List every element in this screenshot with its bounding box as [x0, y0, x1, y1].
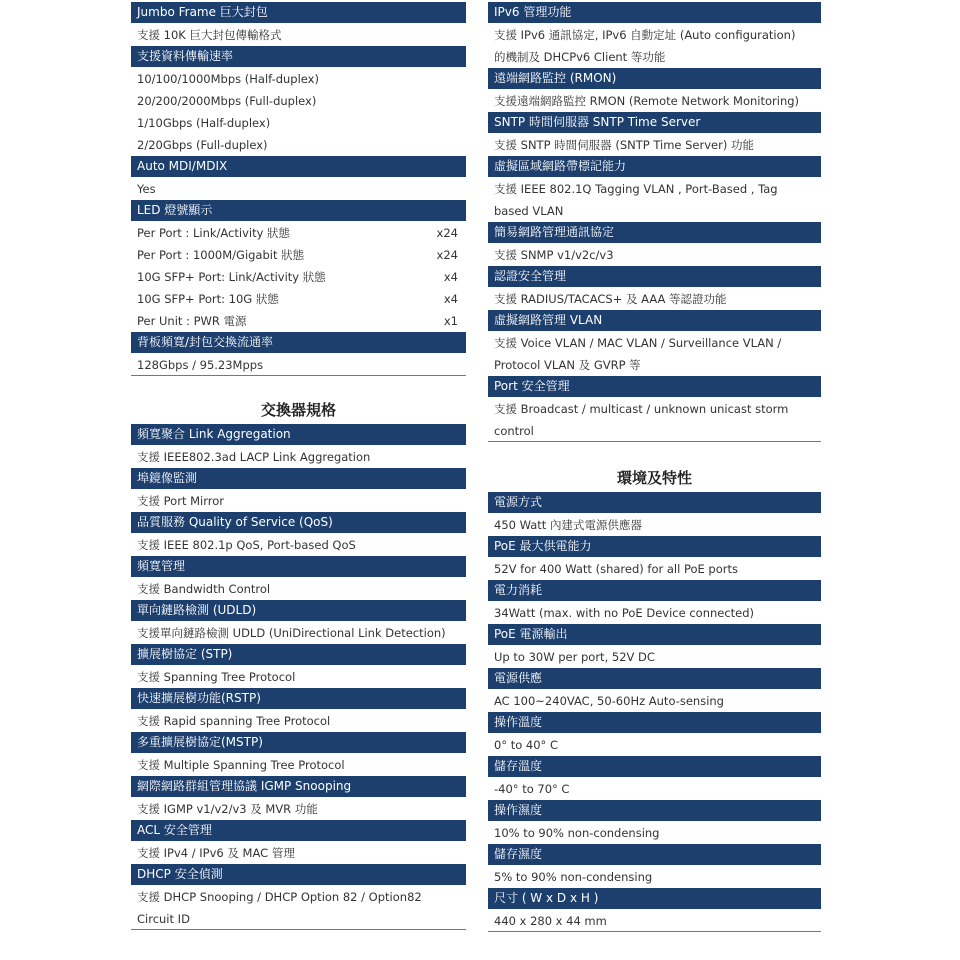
spec-line	[488, 514, 821, 536]
spec-text: 支援 IEEE 802.1p QoS, Port-based QoS	[137, 538, 356, 552]
spec-line	[131, 112, 466, 134]
spec-line	[131, 842, 466, 864]
spec-text: Circuit ID	[137, 912, 190, 926]
spec-text: 支援 Voice VLAN / MAC VLAN / Surveillance VLAN /	[494, 336, 782, 350]
spec-header: SNTP 時間伺服器 SNTP Time Server	[488, 112, 821, 133]
spec-text: 支援遠端網路監控 RMON (Remote Network Monitoring)	[494, 94, 800, 108]
spec-line	[488, 734, 821, 756]
spec-header: 網際網路群組管理協議 IGMP Snooping	[131, 776, 466, 797]
spec-header: 尺寸 ( W x D x H )	[488, 888, 821, 909]
spec-text: 支援 IPv6 通訊協定, IPv6 自動定址 (Auto configuration)	[494, 28, 796, 42]
spec-header: 虛擬區域網路帶標記能力	[488, 156, 821, 177]
spec-header: 遠端網路監控 (RMON)	[488, 68, 821, 89]
spec-line	[488, 420, 821, 442]
spec-line	[488, 646, 821, 668]
spec-line	[488, 244, 821, 266]
spec-line	[488, 46, 821, 68]
switch-specs	[131, 424, 466, 930]
spec-text: 支援 Spanning Tree Protocol	[137, 670, 296, 684]
spec-text: 支援 Multiple Spanning Tree Protocol	[137, 758, 345, 772]
spec-header: 單向鏈路檢測 (UDLD)	[131, 600, 466, 621]
spec-text: 支援單向鏈路檢測 UDLD (UniDirectional Link Detection)	[137, 626, 446, 640]
spec-line	[488, 558, 821, 580]
spec-text: 5% to 90% non-condensing	[494, 870, 653, 884]
spec-text: 0° to 40° C	[494, 738, 558, 752]
spec-line	[131, 710, 466, 732]
right-column	[488, 2, 821, 932]
right-top-specs	[488, 2, 821, 442]
spec-header: 擴展樹協定 (STP)	[131, 644, 466, 665]
spec-text: 支援 IGMP v1/v2/v3 及 MVR 功能	[137, 802, 318, 816]
spec-text: 52V for 400 Watt (shared) for all PoE ports	[494, 562, 738, 576]
spec-header: 頻寬管理	[131, 556, 466, 577]
spec-text: AC 100~240VAC, 50-60Hz Auto-sensing	[494, 694, 724, 708]
spec-line	[488, 690, 821, 712]
spec-line	[488, 134, 821, 156]
spec-text: 34Watt (max. with no PoE Device connected)	[494, 606, 755, 620]
spec-line	[131, 222, 466, 244]
spec-line	[131, 24, 466, 46]
spec-text: 10% to 90% non-condensing	[494, 826, 660, 840]
spec-header: LED 燈號顯示	[131, 200, 466, 221]
spec-header: 品質服務 Quality of Service (QoS)	[131, 512, 466, 533]
spec-line	[131, 354, 466, 376]
led-count: x24	[436, 248, 458, 262]
spec-line	[131, 288, 466, 310]
spec-header: ACL 安全管理	[131, 820, 466, 841]
spec-header: DHCP 安全偵測	[131, 864, 466, 885]
spec-header: 電源供應	[488, 668, 821, 689]
spec-line	[488, 332, 821, 354]
led-count: x1	[443, 314, 458, 328]
spec-text: 支援 SNMP v1/v2c/v3	[494, 248, 614, 262]
spec-text: 支援 IEEE 802.1Q Tagging VLAN , Port-Based , Tag	[494, 182, 778, 196]
spec-line	[488, 866, 821, 888]
spec-line	[131, 578, 466, 600]
spec-header: Port 安全管理	[488, 376, 821, 397]
spec-header: 埠鏡像監測	[131, 468, 466, 489]
spec-header: IPv6 管理功能	[488, 2, 821, 23]
spec-text: 20/200/2000Mbps (Full-duplex)	[137, 94, 317, 108]
spec-text: 的機制及 DHCPv6 Client 等功能	[494, 50, 666, 64]
spec-text: Protocol VLAN 及 GVRP 等	[494, 358, 641, 372]
spec-line	[131, 446, 466, 468]
spec-text: 2/20Gbps (Full-duplex)	[137, 138, 268, 152]
spec-header: 多重擴展樹協定(MSTP)	[131, 732, 466, 753]
spec-line	[131, 90, 466, 112]
spec-text: 支援 IPv4 / IPv6 及 MAC 管理	[137, 846, 295, 860]
spec-header: 支援資料傳輸速率	[131, 46, 466, 67]
spec-line	[488, 398, 821, 420]
spec-text: -40° to 70° C	[494, 782, 570, 796]
spec-line	[488, 602, 821, 624]
spec-header: Auto MDI/MDIX	[131, 156, 466, 177]
spec-header: 儲存濕度	[488, 844, 821, 865]
led-count: x4	[443, 270, 458, 284]
spec-text: 支援 SNTP 時間伺服器 (SNTP Time Server) 功能	[494, 138, 754, 152]
spec-line	[488, 200, 821, 222]
spec-text: 10G SFP+ Port: 10G 狀態	[137, 292, 279, 306]
spec-line	[488, 288, 821, 310]
spec-text: 支援 DHCP Snooping / DHCP Option 82 / Option82	[137, 890, 422, 904]
spec-line	[488, 910, 821, 932]
environment-specs	[488, 492, 821, 932]
spec-header: 操作濕度	[488, 800, 821, 821]
spec-line	[131, 908, 466, 930]
spec-line	[131, 666, 466, 688]
spec-line	[488, 778, 821, 800]
spec-header: 電力消耗	[488, 580, 821, 601]
spec-text: Per Port : 1000M/Gigabit 狀態	[137, 248, 305, 262]
spec-header: 操作溫度	[488, 712, 821, 733]
spec-text: 10/100/1000Mbps (Half-duplex)	[137, 72, 319, 86]
spec-text: 支援 IEEE802.3ad LACP Link Aggregation	[137, 450, 371, 464]
spec-text: Yes	[137, 182, 156, 196]
spec-text: 10G SFP+ Port: Link/Activity 狀態	[137, 270, 326, 284]
spec-line	[488, 822, 821, 844]
spec-text: Per Unit : PWR 電源	[137, 314, 247, 328]
spec-line	[488, 90, 821, 112]
spec-line	[488, 178, 821, 200]
spec-header: 頻寬聚合 Link Aggregation	[131, 424, 466, 445]
spec-header: PoE 最大供電能力	[488, 536, 821, 557]
spec-text: based VLAN	[494, 204, 564, 218]
spec-line	[131, 798, 466, 820]
spec-text: 1/10Gbps (Half-duplex)	[137, 116, 271, 130]
led-count: x4	[443, 292, 458, 306]
spec-text: Per Port : Link/Activity 狀態	[137, 226, 291, 240]
spec-header: 儲存溫度	[488, 756, 821, 777]
spec-header: 認證安全管理	[488, 266, 821, 287]
spec-header: 虛擬網路管理 VLAN	[488, 310, 821, 331]
spec-header: 簡易網路管理通訊協定	[488, 222, 821, 243]
spec-text: 450 Watt 內建式電源供應器	[494, 518, 642, 532]
spec-text: 支援 10K 巨大封包傳輸格式	[137, 28, 282, 42]
spec-line	[131, 134, 466, 156]
spec-text: 支援 Port Mirror	[137, 494, 224, 508]
switch-specs-title: 交換器規格	[260, 401, 336, 419]
spec-line	[488, 24, 821, 46]
spec-header: Jumbo Frame 巨大封包	[131, 2, 466, 23]
spec-header: 電源方式	[488, 492, 821, 513]
spec-line	[131, 244, 466, 266]
spec-line	[131, 534, 466, 556]
left-top-specs	[131, 2, 466, 376]
led-count: x24	[436, 226, 458, 240]
spec-text: Up to 30W per port, 52V DC	[494, 650, 655, 664]
spec-header: 背板頻寬/封包交換流通率	[131, 332, 466, 353]
spec-line	[488, 354, 821, 376]
spec-line	[131, 178, 466, 200]
spec-text: 支援 Rapid spanning Tree Protocol	[137, 714, 331, 728]
spec-line	[131, 266, 466, 288]
spec-line	[131, 310, 466, 332]
left-column	[131, 2, 466, 930]
environment-title: 環境及特性	[616, 469, 692, 487]
spec-text: 128Gbps / 95.23Mpps	[137, 358, 264, 372]
spec-line	[131, 754, 466, 776]
spec-text: 支援 Bandwidth Control	[137, 582, 271, 596]
spec-header: PoE 電源輸出	[488, 624, 821, 645]
spec-text: 440 x 280 x 44 mm	[494, 914, 607, 928]
spec-line	[131, 68, 466, 90]
spec-line	[131, 622, 466, 644]
spec-line	[131, 490, 466, 512]
spec-text: 支援 Broadcast / multicast / unknown unicast storm	[494, 402, 789, 416]
spec-line	[131, 886, 466, 908]
spec-text: control	[494, 424, 534, 438]
spec-header: 快速擴展樹功能(RSTP)	[131, 688, 466, 709]
spec-text: 支援 RADIUS/TACACS+ 及 AAA 等認證功能	[494, 292, 727, 306]
